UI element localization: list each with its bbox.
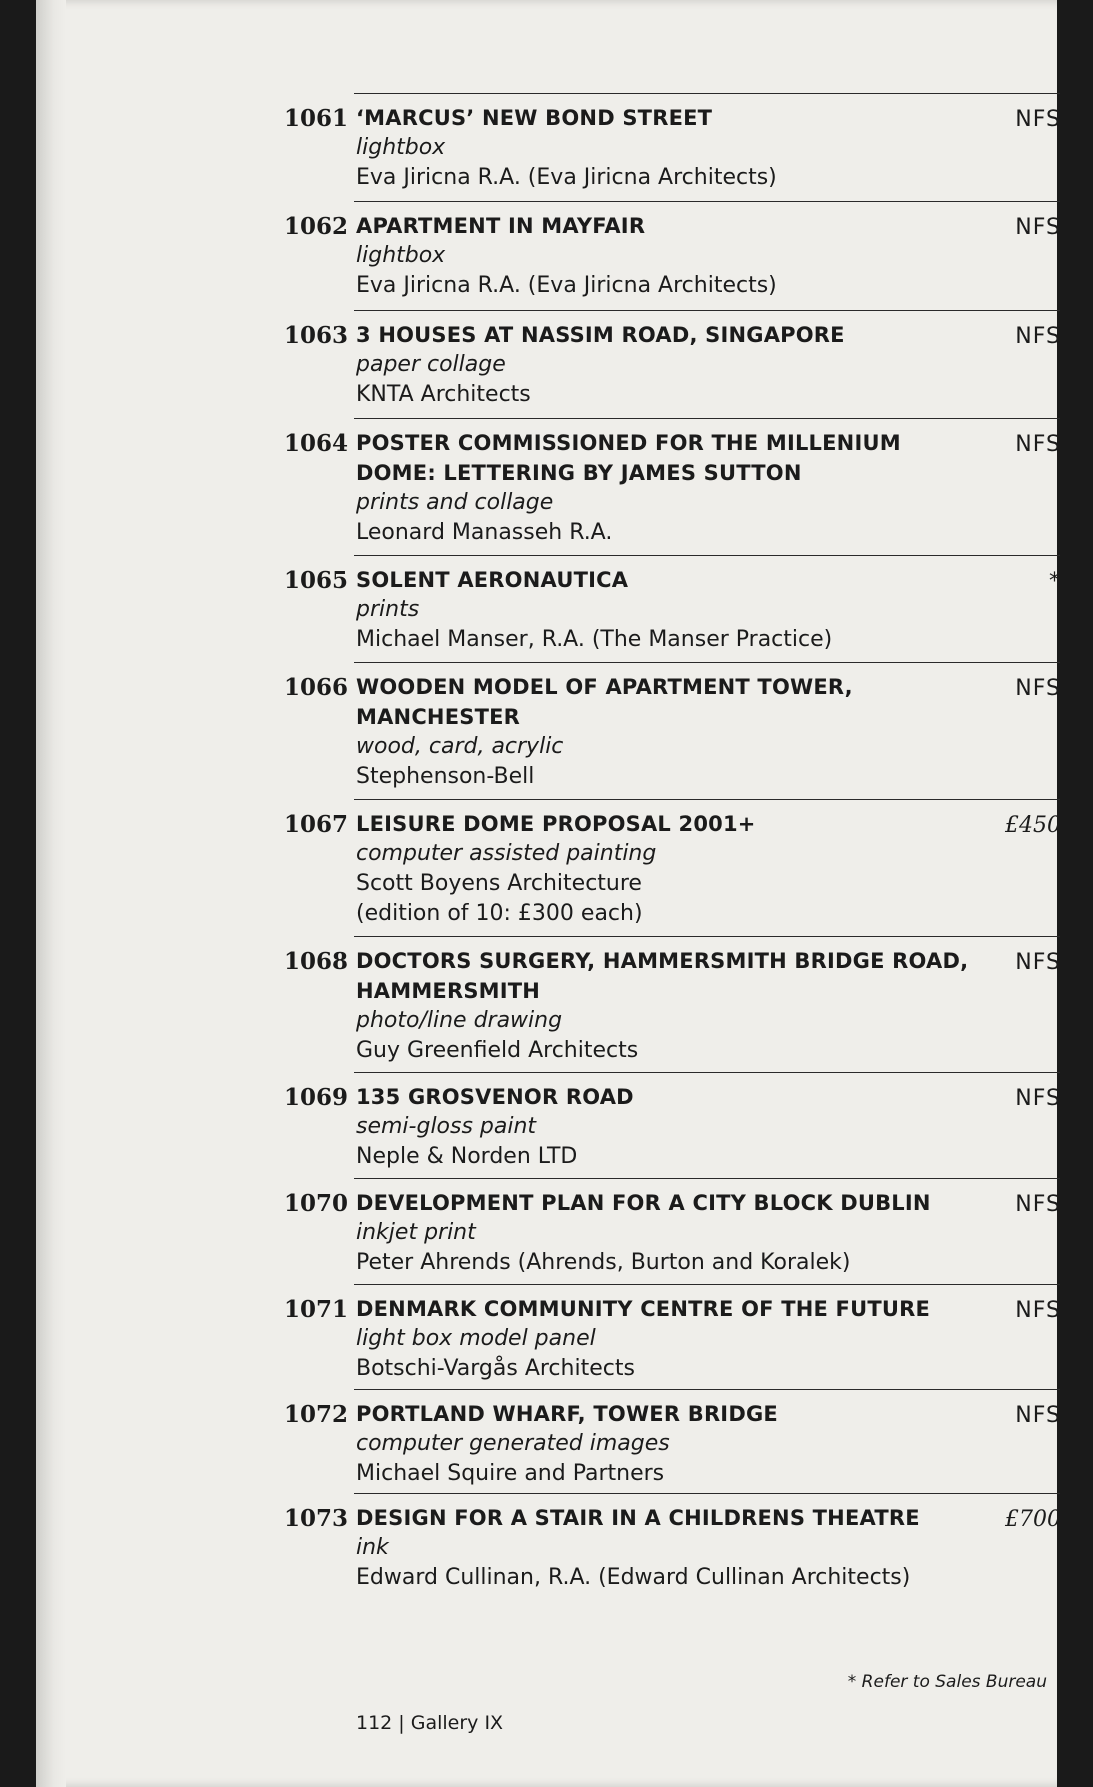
entry-title: LEISURE DOME PROPOSAL 2001+ [356, 812, 756, 836]
entry-number: 1068 [284, 948, 349, 975]
entry-artist: Eva Jiricna R.A. (Eva Jiricna Architects) [356, 165, 777, 190]
entry-number: 1065 [284, 567, 349, 594]
entry-artist: Stephenson-Bell [356, 764, 535, 789]
entry-divider [354, 1284, 1060, 1285]
entry-price: NFS [1015, 1298, 1061, 1323]
entry-artist: Guy Greenfield Architects [356, 1038, 639, 1063]
entry-artist: Leonard Manasseh R.A. [356, 520, 613, 545]
entry-price: NFS [1015, 324, 1061, 349]
entry-title: SOLENT AERONAUTICA [356, 568, 629, 592]
entry-price: NFS [1015, 676, 1061, 701]
entry-title: DEVELOPMENT PLAN FOR A CITY BLOCK DUBLIN [356, 1191, 931, 1215]
entry-artist: Peter Ahrends (Ahrends, Burton and Koralek) [356, 1250, 851, 1275]
entry-divider [354, 936, 1060, 937]
entry-artist: Neple & Norden LTD [356, 1144, 578, 1169]
entry-medium: ink [356, 1535, 389, 1560]
entry-artist: Eva Jiricna R.A. (Eva Jiricna Architects) [356, 273, 777, 298]
entry-divider [354, 418, 1060, 419]
entry-divider [354, 1072, 1060, 1073]
entry-price: NFS [1015, 1403, 1061, 1428]
entry-title: POSTER COMMISSIONED FOR THE MILLENIUM DOME: LETTERING BY JAMES SUTTON [356, 431, 901, 485]
entry-title: APARTMENT IN MAYFAIR [356, 214, 646, 238]
entry-title: 135 GROSVENOR ROAD [356, 1085, 634, 1109]
entry-medium: lightbox [356, 243, 446, 268]
entry-price: £450 [1005, 813, 1061, 838]
entry-medium: wood, card, acrylic [356, 734, 564, 759]
entry-medium: semi-gloss paint [356, 1114, 537, 1139]
entry-divider [354, 310, 1060, 311]
page-footer: 112 | Gallery IX [356, 1712, 504, 1734]
entry-title: PORTLAND WHARF, TOWER BRIDGE [356, 1402, 778, 1426]
entry-number: 1072 [284, 1401, 349, 1428]
entry-price: * [1049, 569, 1061, 594]
entry-artist: Michael Squire and Partners [356, 1461, 665, 1486]
entry-artist: KNTA Architects [356, 382, 531, 407]
entry-medium: photo/line drawing [356, 1008, 563, 1033]
entry-divider [354, 662, 1060, 663]
entry-medium: paper collage [356, 352, 506, 377]
page-edge [36, 0, 66, 1787]
entry-title: 3 HOUSES AT NASSIM ROAD, SINGAPORE [356, 323, 845, 347]
entry-divider [354, 799, 1060, 800]
entry-title: WOODEN MODEL OF APARTMENT TOWER, MANCHESTER [356, 675, 853, 729]
entry-title: DOCTORS SURGERY, HAMMERSMITH BRIDGE ROAD, HAMMERSMITH [356, 949, 969, 1003]
entry-artist: Botschi-Vargås Architects [356, 1356, 635, 1381]
entry-divider [354, 1493, 1060, 1494]
entry-price: NFS [1015, 432, 1061, 457]
entry-medium: inkjet print [356, 1220, 476, 1245]
entry-divider [354, 1178, 1060, 1179]
entry-number: 1063 [284, 322, 349, 349]
entry-number: 1069 [284, 1084, 349, 1111]
entry-number: 1066 [284, 674, 349, 701]
entry-divider [354, 555, 1060, 556]
entry-price: NFS [1015, 215, 1061, 240]
entry-medium: prints [356, 597, 420, 622]
entry-title: DENMARK COMMUNITY CENTRE OF THE FUTURE [356, 1297, 931, 1321]
footnote: * Refer to Sales Bureau [847, 1672, 1047, 1692]
entry-medium: lightbox [356, 135, 446, 160]
entry-title: ‘MARCUS’ NEW BOND STREET [356, 106, 713, 130]
entry-number: 1062 [284, 213, 349, 240]
entry-medium: computer generated images [356, 1431, 670, 1456]
entry-medium: light box model panel [356, 1326, 596, 1351]
entry-number: 1070 [284, 1190, 349, 1217]
entry-price: NFS [1015, 1086, 1061, 1111]
entry-title: DESIGN FOR A STAIR IN A CHILDRENS THEATRE [356, 1506, 920, 1530]
entry-artist: Edward Cullinan, R.A. (Edward Cullinan Architects) [356, 1565, 911, 1590]
entry-medium: computer assisted painting [356, 841, 657, 866]
entry-divider [354, 201, 1060, 202]
entry-price: NFS [1015, 1192, 1061, 1217]
entry-divider [354, 1389, 1060, 1390]
entry-divider [354, 93, 1060, 94]
entry-price: NFS [1015, 107, 1061, 132]
entry-number: 1061 [284, 105, 349, 132]
entry-number: 1067 [284, 811, 349, 838]
entry-artist: Michael Manser, R.A. (The Manser Practice) [356, 627, 833, 652]
entry-medium: prints and collage [356, 490, 554, 515]
edition-note: (edition of 10: £300 each) [356, 901, 643, 926]
entry-price: NFS [1015, 950, 1061, 975]
entry-number: 1073 [284, 1505, 349, 1532]
entry-price: £700 [1005, 1507, 1061, 1532]
entry-artist: Scott Boyens Architecture [356, 871, 642, 896]
entry-number: 1071 [284, 1296, 349, 1323]
entry-number: 1064 [284, 430, 349, 457]
